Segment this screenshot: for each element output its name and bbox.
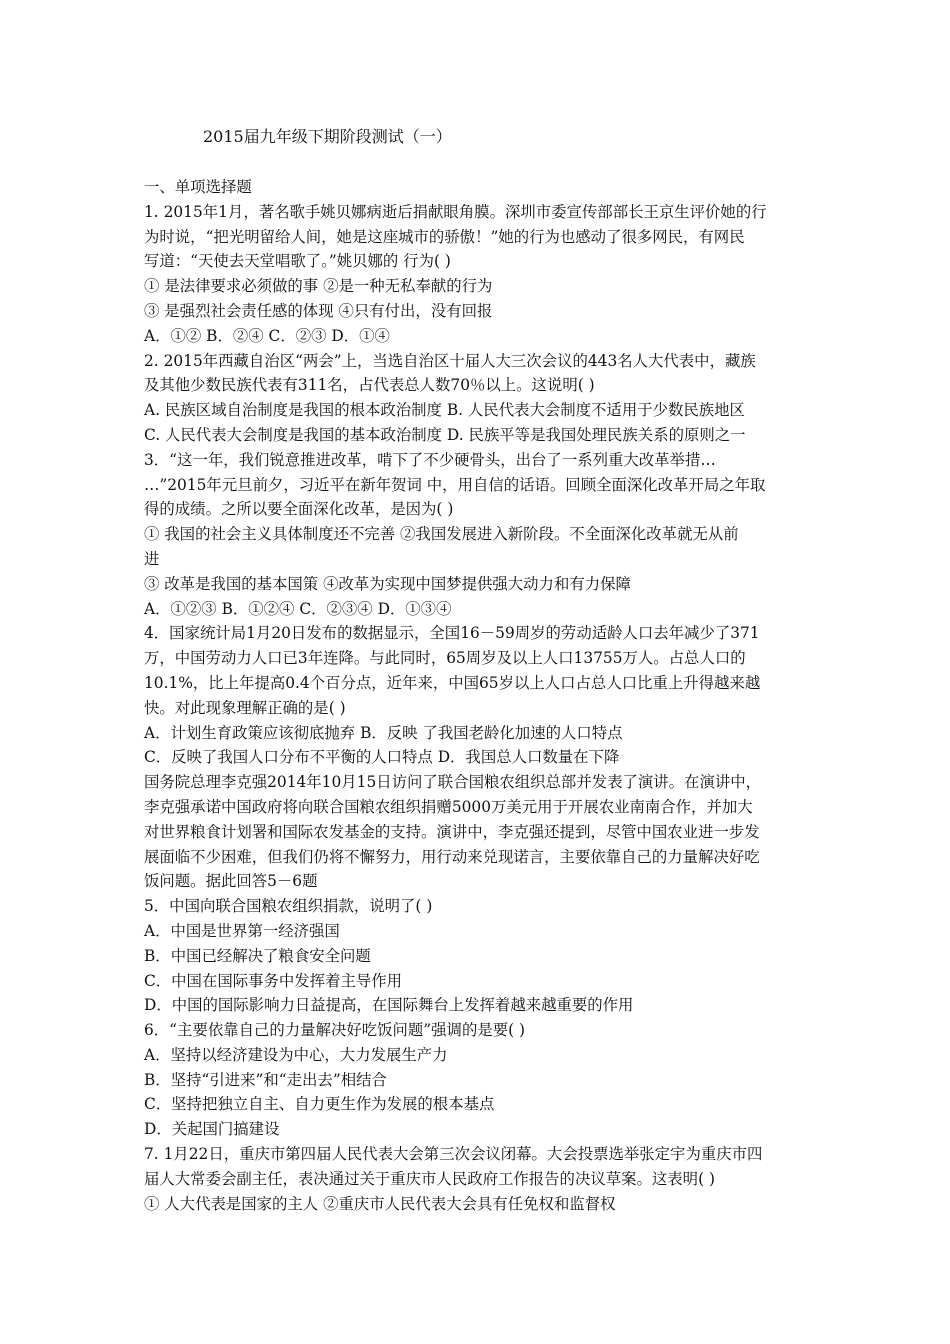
page-title: 2015届九年级下期阶段测试（一）	[203, 127, 452, 146]
text-line: 得的成绩。之所以要全面深化改革，是因为( )	[144, 500, 454, 519]
text-line: 饭问题。据此回答5－6题	[144, 872, 318, 891]
text-line: A．中国是世界第一经济强国	[144, 921, 340, 940]
text-line: ① 我国的社会主义具体制度还不完善 ②我国发展进入新阶段。不全面深化改革就无从前	[144, 525, 739, 544]
text-line: ③ 改革是我国的基本国策 ④改革为实现中国梦提供强大动力和有力保障	[144, 574, 631, 593]
text-line: A．坚持以经济建设为中心，大力发展生产力	[144, 1045, 448, 1064]
text-line: 7. 1月22日，重庆市第四届人民代表大会第三次会议闭幕。大会投票选举张定宇为重庆市四	[144, 1145, 763, 1164]
text-line: 一、单项选择题	[144, 178, 252, 196]
text-line: 写道：“天使去天堂唱歌了。”姚贝娜的 行为( )	[144, 252, 451, 271]
text-line: A．①② B．②④ C．②③ D．①④	[144, 326, 390, 345]
text-line: 快。对此现象理解正确的是( )	[144, 698, 346, 717]
text-line: 届人大常委会副主任，表决通过关于重庆市人民政府工作报告的决议草案。这表明( )	[144, 1169, 715, 1188]
text-line: 1. 2015年1月，著名歌手姚贝娜病逝后捐献眼角膜。深圳市委宣传部部长王京生评价她的行	[144, 202, 767, 221]
text-line: 对世界粮食计划署和国际农发基金的支持。演讲中，李克强还提到，尽管中国农业进一步发	[144, 822, 760, 841]
text-line: A. 民族区域自治制度是我国的根本政治制度 B. 人民代表大会制度不适用于少数民族地区	[144, 401, 745, 420]
text-line: …”2015年元旦前夕，习近平在新年贺词 中，用自信的话语。回顾全面深化改革开局之年取	[144, 475, 766, 494]
text-line: D．关起国门搞建设	[144, 1120, 280, 1139]
text-line: B．坚持“引进来”和“走出去”相结合	[144, 1070, 387, 1089]
text-line: 5．中国向联合国粮农组织捐款，说明了( )	[144, 897, 433, 916]
text-line: 展面临不少困难，但我们仍将不懈努力，用行动来兑现诺言，主要依靠自己的力量解决好吃	[144, 847, 760, 866]
document-body	[144, 175, 812, 1216]
text-line: C．坚持把独立自主、自力更生作为发展的根本基点	[144, 1095, 495, 1114]
text-line: ③ 是强烈社会责任感的体现 ④只有付出，没有回报	[144, 301, 493, 320]
text-line: 李克强承诺中国政府将向联合国粮农组织捐赠5000万美元用于开展农业南南合作，并加大	[144, 797, 753, 816]
text-line: 10.1%，比上年提高0.4个百分点，近年来，中国65岁以上人口占总人口比重上升得越来越	[144, 673, 761, 692]
text-line: A．①②③ B．①②④ C．②③④ D．①③④	[144, 599, 452, 618]
text-line: 4．国家统计局1月20日发布的数据显示，全国16－59周岁的劳动适龄人口去年减少了371	[144, 624, 760, 643]
text-line: C．中国在国际事务中发挥着主导作用	[144, 971, 403, 990]
text-line: C. 人民代表大会制度是我国的基本政治制度 D. 民族平等是我国处理民族关系的原则之一	[144, 425, 746, 444]
text-line: 2. 2015年西藏自治区“两会”上，当选自治区十届人大三次会议的443名人大代表中，藏族	[144, 351, 756, 370]
text-line: 3．“这一年，我们锐意推进改革，啃下了不少硬骨头，出台了一系列重大改革举措…	[144, 450, 716, 469]
text-line: 及其他少数民族代表有311名，占代表总人数70％以上。这说明( )	[144, 376, 595, 395]
text-line: 6．“主要依靠自己的力量解决好吃饭问题”强调的是要( )	[144, 1021, 526, 1040]
text-line: D．中国的国际影响力日益提高，在国际舞台上发挥着越来越重要的作用	[144, 996, 634, 1015]
text-line: 进	[144, 549, 160, 568]
text-line: C．反映了我国人口分布不平衡的人口特点 D．我国总人口数量在下降	[144, 748, 620, 767]
text-line: 为时说，“把光明留给人间，她是这座城市的骄傲！”她的行为也感动了很多网民，有网民	[144, 227, 745, 246]
text-line: 万，中国劳动力人口已3年连降。与此同时，65周岁及以上人口13755万人。占总人口的	[144, 649, 746, 668]
text-line: ① 是法律要求必须做的事 ②是一种无私奉献的行为	[144, 277, 493, 296]
text-line: A．计划生育政策应该彻底抛弃 B．反映 了我国老龄化加速的人口特点	[144, 723, 623, 742]
text-line: ① 人大代表是国家的主人 ②重庆市人民代表大会具有任免权和监督权	[144, 1194, 616, 1213]
text-line: 国务院总理李克强2014年10月15日访问了联合国粮农组织总部并发表了演讲。在演讲中，	[144, 773, 762, 792]
text-line: B．中国已经解决了粮食安全问题	[144, 946, 371, 965]
